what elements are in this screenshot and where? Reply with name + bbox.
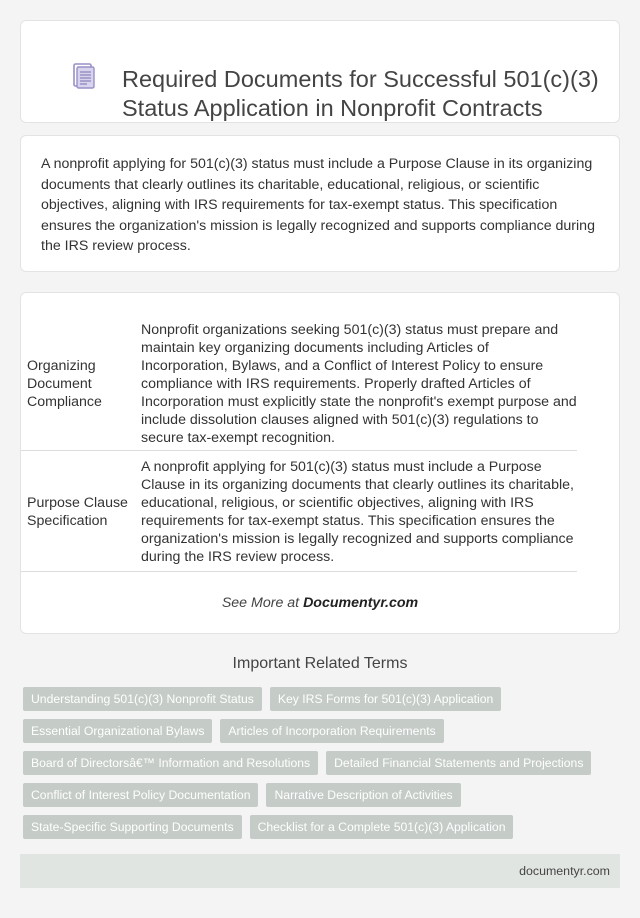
tag-row bbox=[23, 687, 623, 711]
tag-row bbox=[23, 751, 623, 775]
related-term-tag[interactable]: Conflict of Interest Policy Documentation bbox=[23, 783, 258, 807]
description-cell: A nonprofit applying for 501(c)(3) status must include a Purpose Clause in its organizing documents that clearly outlines its charitable, educational, religious, or scientific objectives, aligning with IRS requirements for tax-exempt status. This specification ensures the organization's mission is legally recognized and supports compliance during the IRS review process. bbox=[141, 458, 574, 565]
related-term-tag[interactable]: Board of Directorsâ€™ Information and Resolutions bbox=[23, 751, 318, 775]
document-icon bbox=[73, 63, 95, 89]
tag-row bbox=[23, 783, 623, 807]
footer-site-link[interactable]: documentyr.com bbox=[519, 864, 610, 878]
related-term-tag[interactable]: Key IRS Forms for 501(c)(3) Application bbox=[270, 687, 501, 711]
term-cell: Purpose Clause Specification bbox=[27, 494, 128, 529]
related-terms-list bbox=[23, 687, 623, 847]
related-term-tag[interactable]: Articles of Incorporation Requirements bbox=[220, 719, 443, 743]
see-more-site[interactable]: Documentyr.com bbox=[303, 595, 419, 611]
related-term-tag[interactable]: Checklist for a Complete 501(c)(3) Application bbox=[250, 815, 514, 839]
related-term-tag[interactable]: Narrative Description of Activities bbox=[266, 783, 460, 807]
related-term-tag[interactable]: Essential Organizational Bylaws bbox=[23, 719, 212, 743]
intro-card bbox=[20, 135, 620, 272]
see-more-prefix: See More at bbox=[221, 595, 304, 611]
intro-text: A nonprofit applying for 501(c)(3) status must include a Purpose Clause in its organizing documents that clearly outlines its charitable, educational, religious, or scientific objectives, aligning with IRS requirements for tax-exempt status. This specification ensures the organization's mission is legally recognized and supports compliance during the IRS review process. bbox=[41, 156, 595, 254]
header-card bbox=[20, 20, 620, 123]
related-term-tag[interactable]: Detailed Financial Statements and Projections bbox=[326, 751, 591, 775]
tag-row bbox=[23, 815, 623, 839]
footer bbox=[20, 854, 620, 888]
term-cell: Organizing Document Compliance bbox=[27, 358, 102, 410]
table-row bbox=[21, 452, 577, 572]
related-term-tag[interactable]: State-Specific Supporting Documents bbox=[23, 815, 242, 839]
related-terms-title: Important Related Terms bbox=[232, 655, 408, 672]
table-row bbox=[21, 318, 577, 451]
description-cell: Nonprofit organizations seeking 501(c)(3) status must prepare and maintain key organizing documents including Articles of Incorporation, Bylaws, and a Conflict of Interest Policy to ensure compliance with IRS requirements. Properly drafted Articles of Incorporation must explicitly state the nonprofit's exempt purpose and include dissolution clauses aligned with 501(c)(3) regulations to secure tax-exempt recognition. bbox=[141, 322, 577, 446]
related-term-tag[interactable]: Understanding 501(c)(3) Nonprofit Status bbox=[23, 687, 262, 711]
tag-row bbox=[23, 719, 623, 743]
see-more-link[interactable] bbox=[20, 595, 620, 611]
page-title: Required Documents for Successful 501(c)(3) Status Application in Nonprofit Contracts bbox=[122, 66, 599, 121]
